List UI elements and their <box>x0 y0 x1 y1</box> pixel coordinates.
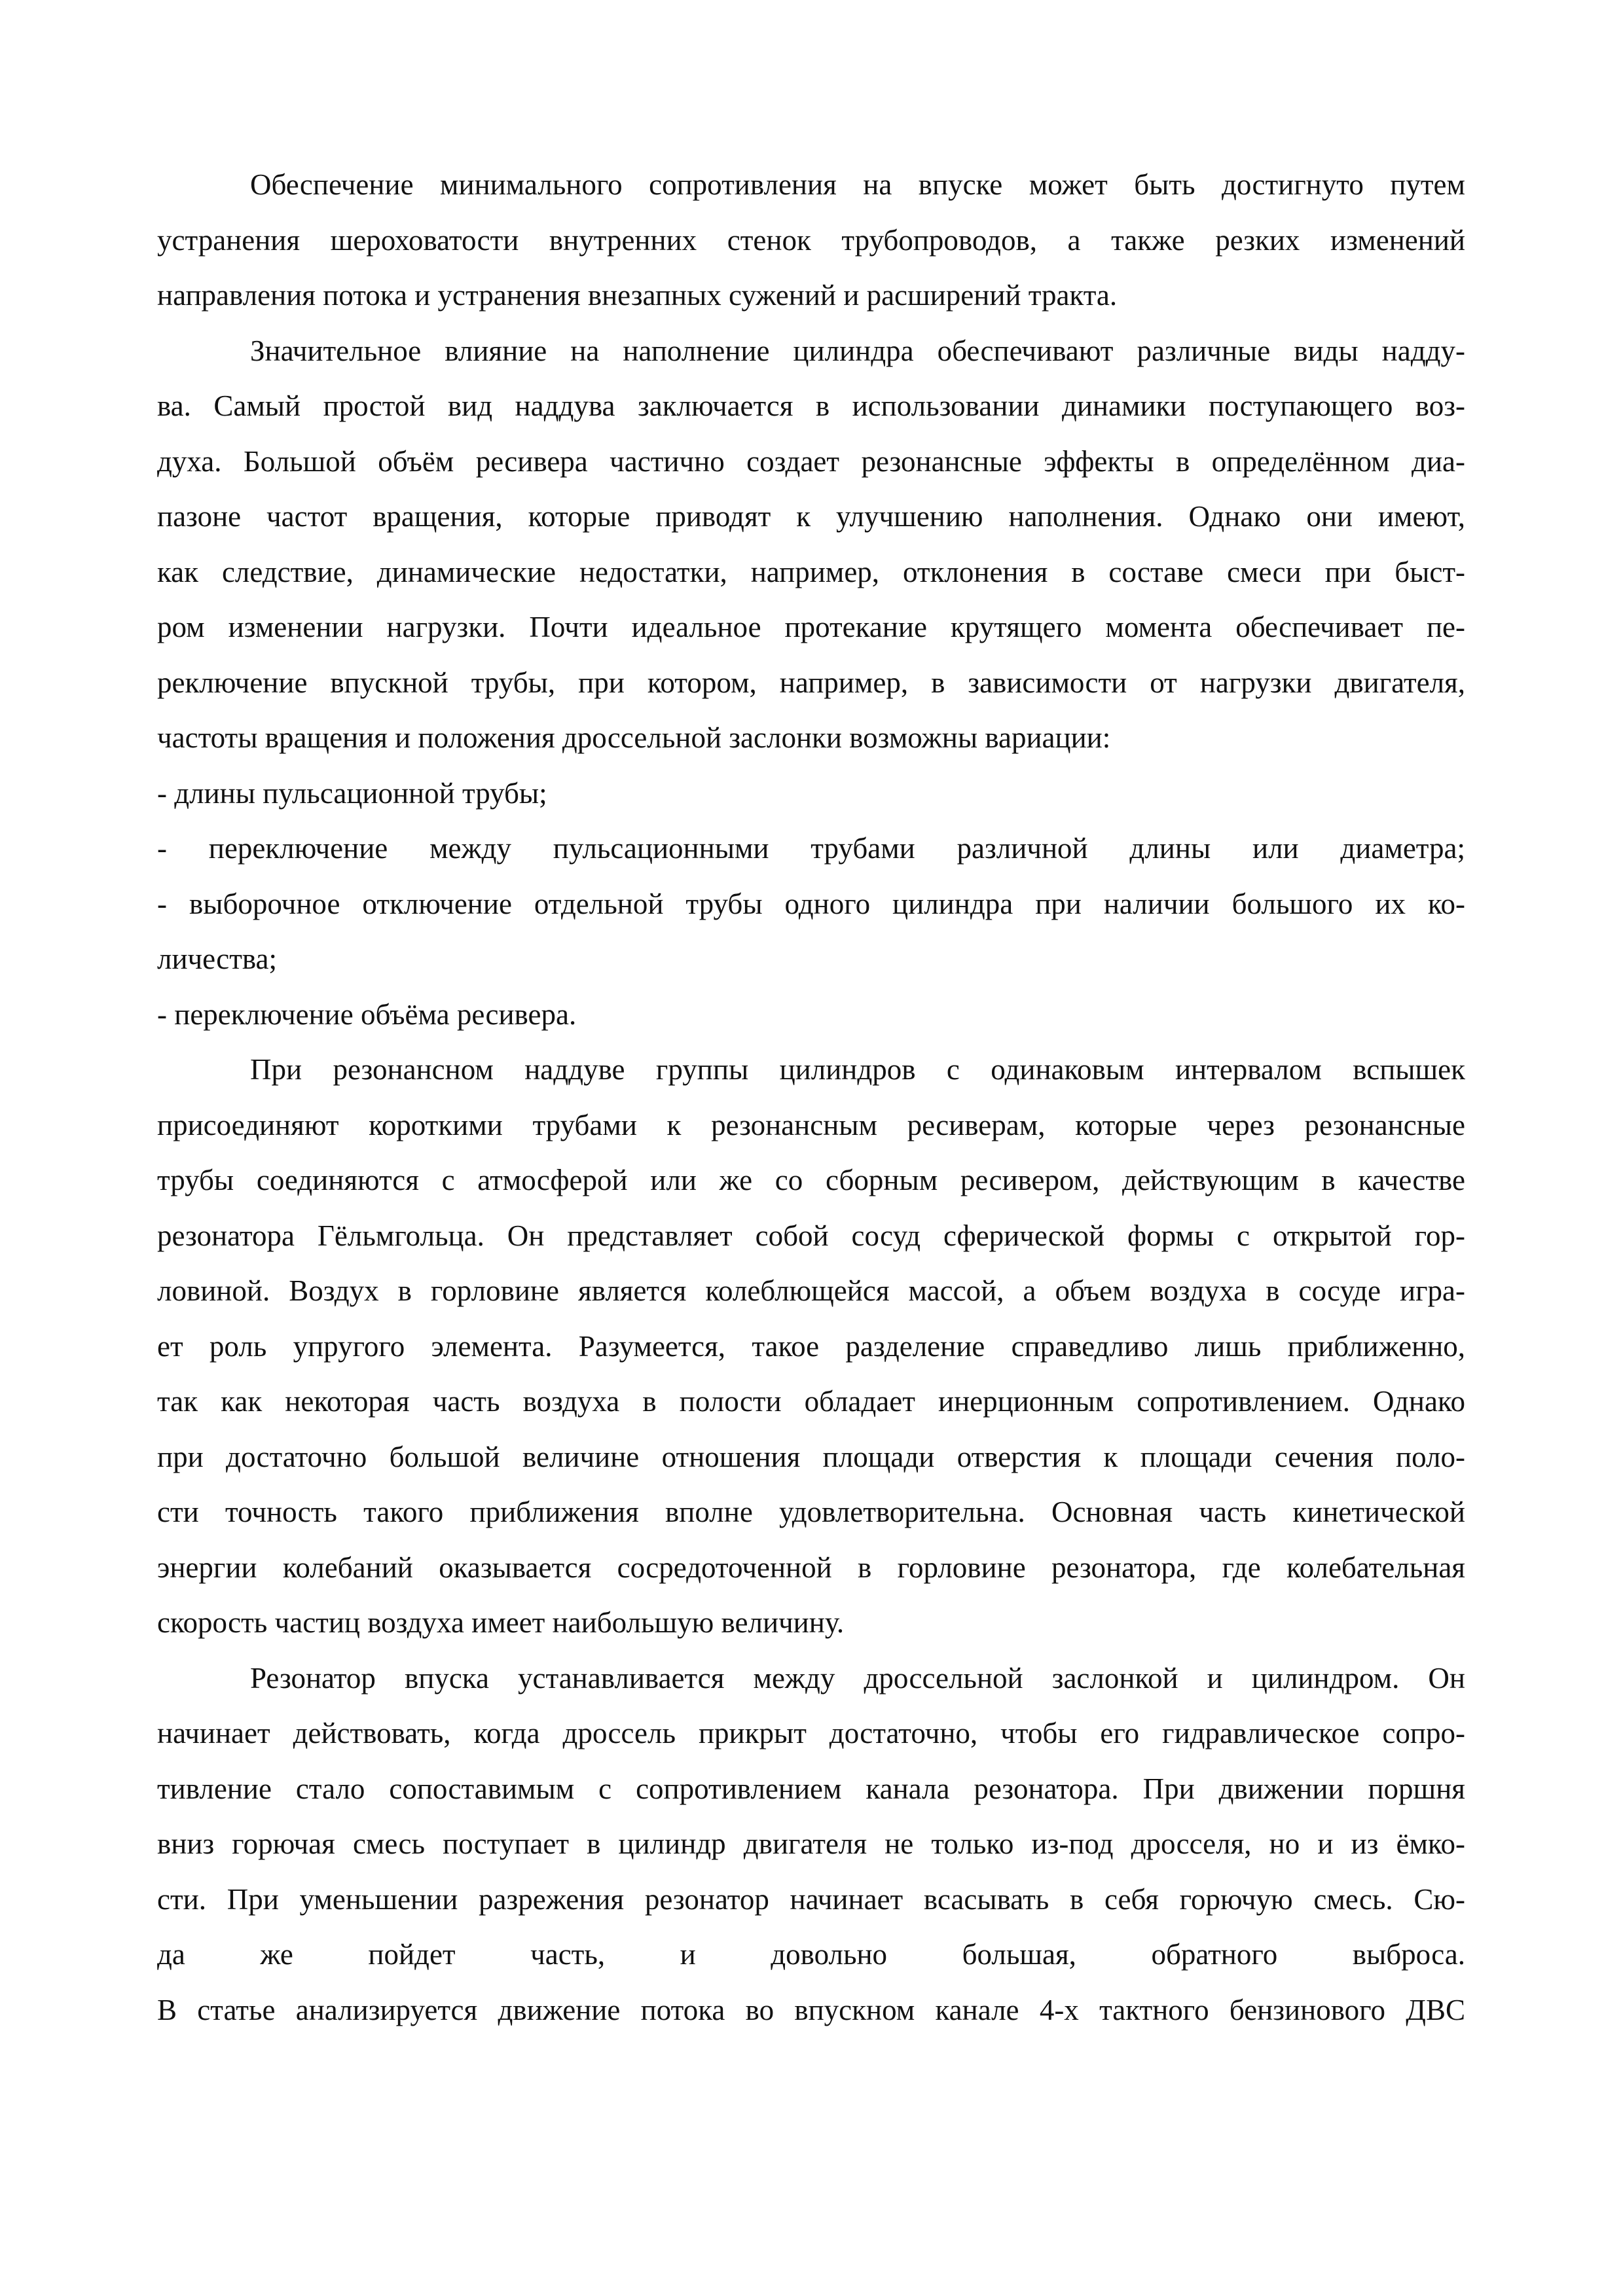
paragraph-1-line-3: направления потока и устранения внезапных сужений и расширений тракта. <box>157 279 1118 312</box>
paragraph-2-line-6: ром изменении нагрузки. Почти идеальное протекание крутящего момента обеспечивает пе- <box>157 611 1465 643</box>
paragraph-2-line-8: частоты вращения и положения дроссельной заслонки возможны вариации: <box>157 721 1111 754</box>
paragraph-1-line-2: устранения шероховатости внутренних стенок трубопроводов, а также резких изменений <box>157 223 1465 257</box>
list-item-4: - переключение объёма ресивера. <box>157 997 577 1031</box>
paragraph-3-line-7: так как некоторая часть воздуха в полости обладает инерционным сопротивлением. Однако <box>157 1385 1465 1418</box>
list-item-3-line-1: - выборочное отключение отдельной трубы одного цилиндра при наличии большого их ко- <box>157 887 1465 920</box>
paragraph-4-line-2: начинает действовать, когда дроссель прикрыт достаточно, чтобы его гидравлическое сопро- <box>157 1717 1465 1749</box>
list-item-3-line-2: личества; <box>157 942 278 975</box>
paragraph-1-line-1: Обеспечение минимального сопротивления на впуске может быть достигнуто путем <box>250 168 1465 201</box>
paragraph-2-line-1: Значительное влияние на наполнение цилиндра обеспечивают различные виды надду- <box>250 334 1465 367</box>
paragraph-3-line-3: трубы соединяются с атмосферой или же со сборным ресивером, действующим в качестве <box>157 1164 1465 1196</box>
paragraph-4-line-3: тивление стало сопоставимым с сопротивлением канала резонатора. При движении поршня <box>157 1772 1465 1805</box>
paragraph-2-line-4: пазоне частот вращения, которые приводят к улучшению наполнения. Однако они имеют, <box>157 500 1465 533</box>
paragraph-3-line-6: ет роль упругого элемента. Разумеется, такое разделение справедливо лишь приближенно, <box>157 1329 1465 1363</box>
list-item-2: - переключение между пульсационными трубами различной длины или диаметра; <box>157 832 1465 865</box>
paragraph-2-line-2: ва. Самый простой вид наддува заключается в использовании динамики поступающего воз- <box>157 389 1465 422</box>
paragraph-3-line-8: при достаточно большой величине отношения площади отверстия к площади сечения поло- <box>157 1440 1465 1473</box>
paragraph-5-line-1: В статье анализируется движение потока во впускном канале 4-х тактного бензинового ДВС <box>157 1993 1465 2026</box>
paragraph-4-line-5: сти. При уменьшении разрежения резонатор начинает всасывать в себя горючую смесь. Сю- <box>157 1882 1465 1916</box>
paragraph-3-line-2: присоединяют короткими трубами к резонансным ресиверам, которые через резонансные <box>157 1108 1465 1141</box>
paragraph-3-line-9: сти точность такого приближения вполне удовлетворительна. Основная часть кинетической <box>157 1496 1465 1528</box>
paragraph-4-line-4: вниз горючая смесь поступает в цилиндр двигателя не только из-под дросселя, но и из ёмко- <box>157 1827 1465 1860</box>
paragraph-3-line-4: резонатора Гёльмгольца. Он представляет собой сосуд сферической формы с открытой гор- <box>157 1219 1465 1252</box>
paragraph-3-line-5: ловиной. Воздух в горловине является колеблющейся массой, а объем воздуха в сосуде игра- <box>157 1274 1465 1307</box>
paragraph-3-line-1: При резонансном наддуве группы цилиндров с одинаковым интервалом вспышек <box>250 1053 1465 1086</box>
paragraph-4-line-6: да же пойдет часть, и довольно большая, обратного выброса. <box>157 1938 1465 1971</box>
list-item-1: - длины пульсационной трубы; <box>157 776 547 810</box>
paragraph-4-line-1: Резонатор впуска устанавливается между дроссельной заслонкой и цилиндром. Он <box>250 1661 1465 1695</box>
paragraph-3-line-10: энергии колебаний оказывается сосредоточенной в горловине резонатора, где колебательная <box>157 1551 1465 1584</box>
body-text <box>157 157 1465 2037</box>
paragraph-3-line-11: скорость частиц воздуха имеет наибольшую величину. <box>157 1606 845 1639</box>
paragraph-2-line-3: духа. Большой объём ресивера частично создает резонансные эффекты в определённом диа- <box>157 444 1465 478</box>
paragraph-2-line-7: реключение впускной трубы, при котором, например, в зависимости от нагрузки двигателя, <box>157 666 1465 699</box>
paragraph-2-line-5: как следствие, динамические недостатки, например, отклонения в составе смеси при быст- <box>157 555 1465 588</box>
